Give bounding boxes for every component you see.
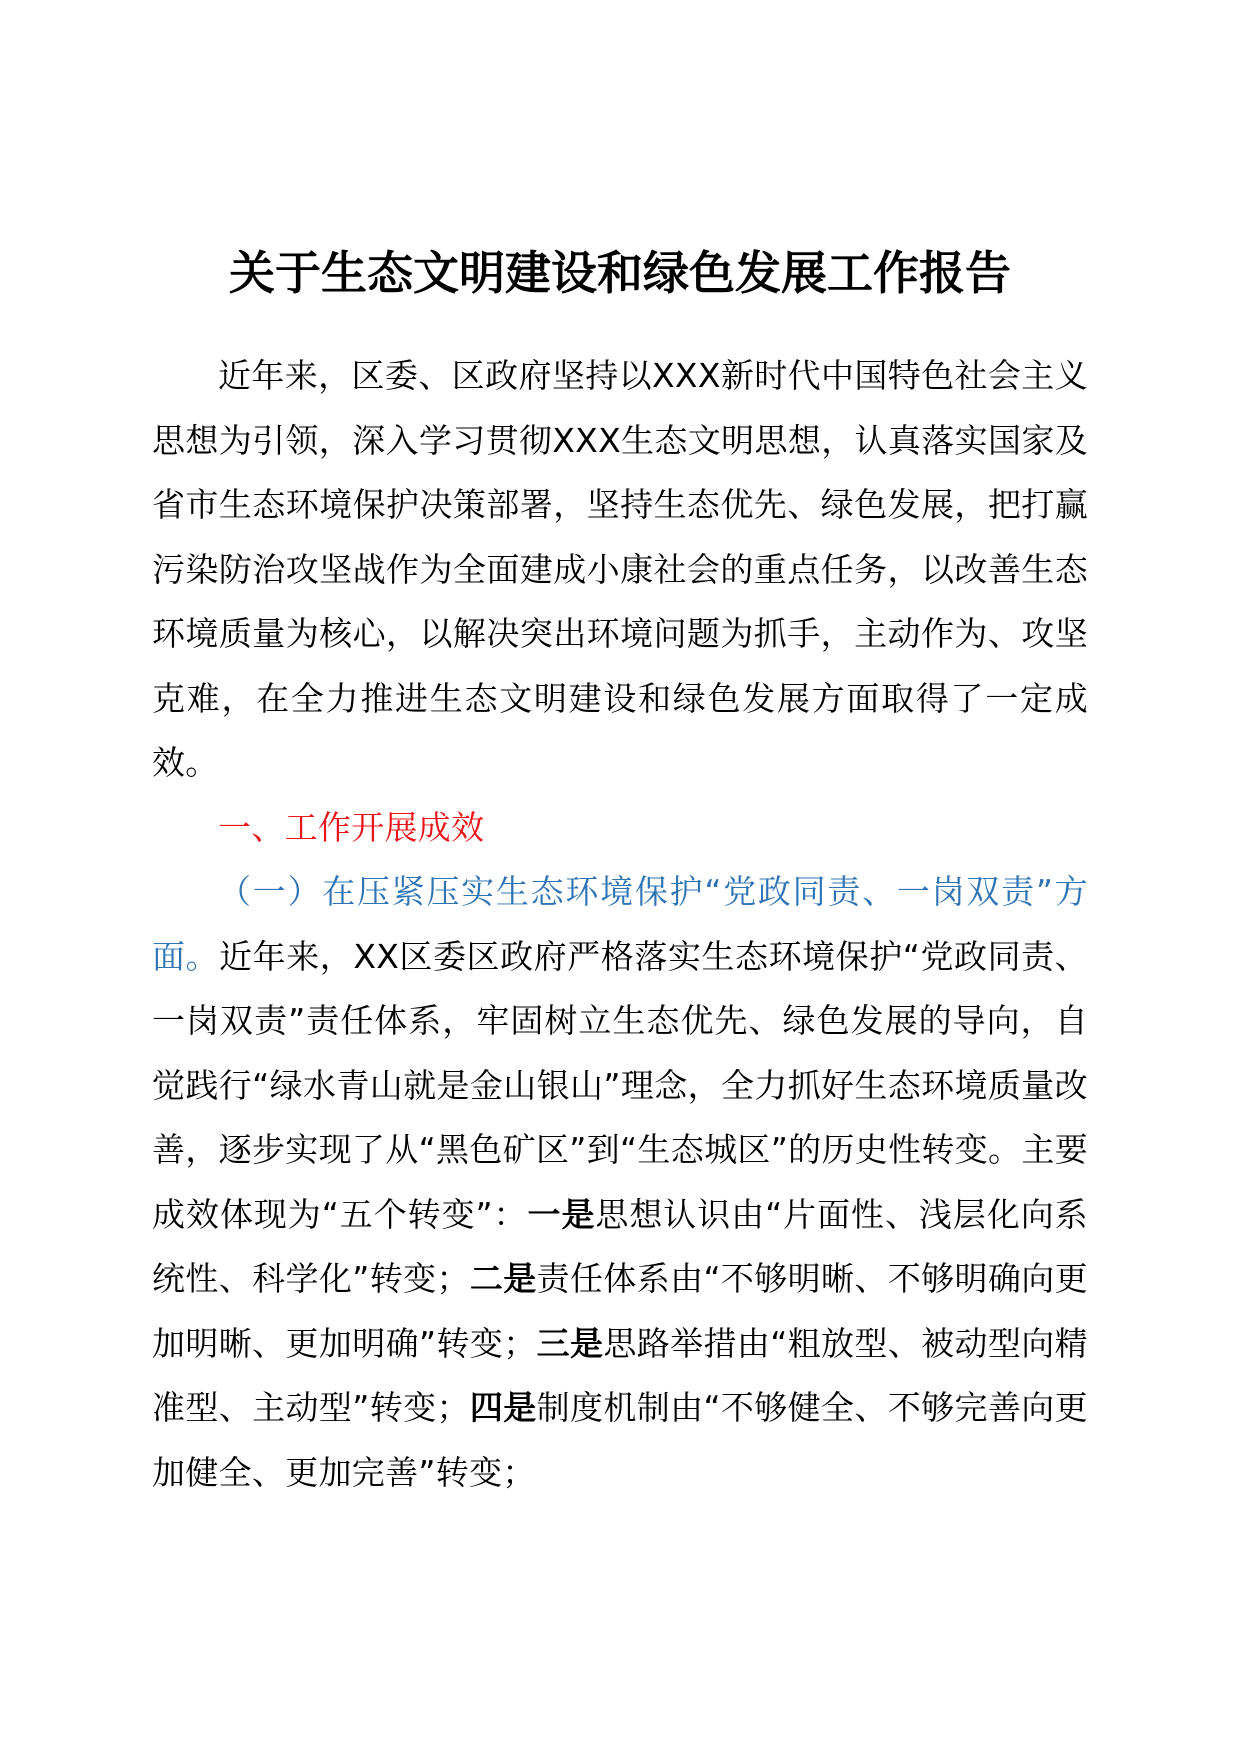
subsection-text-1: 近年来，XX区委区政府严格落实生态环境保护“党政同责、一岗双责”责任体系，牢固树立生态优先、绿色发展的导向，自觉践行“绿水青山就是金山银山”理念，全力抓好生态环境质量改善，逐步实现了从“黑色矿区”到“生态城区”的历史性转变。主要成效体现为“五个转变”： <box>152 936 1088 1234</box>
item-text: 责任体系由“不够明晰、不够明确向更加明晰、更加明确”转变； <box>152 1259 1088 1363</box>
item-text: 思路举措由“粗放型、被动型向精准型、主动型”转变； <box>152 1323 1088 1427</box>
intro-paragraph: 近年来，区委、区政府坚持以XXX新时代中国特色社会主义思想为引领，深入学习贯彻XXX生态文明思想，认真落实国家及省市生态环境保护决策部署，坚持生态优先、绿色发展，把打赢污染防治攻坚战作为全面建成小康社会的重点任务，以改善生态环境质量为核心，以解决突出环境问题为抓手，主动作为、攻坚克难，在全力推进生态文明建设和绿色发展方面取得了一定成效。 <box>152 356 1088 782</box>
subsection-heading-1: （一）在压紧压实生态环境保护“党政同责、一岗双责”方面。 <box>152 872 1088 976</box>
item-text: 思想认识由“片面性、浅层化向系统性、科学化”转变； <box>152 1194 1088 1298</box>
item-text: 制度机制由“不够健全、不够完善向更加健全、更加完善”转变； <box>152 1388 1088 1492</box>
document-title: 关于生态文明建设和绿色发展工作报告 <box>229 246 1011 300</box>
item-label: 三是 <box>536 1323 604 1363</box>
item-label: 二是 <box>469 1259 537 1298</box>
section-heading-1: 一、工作开展成效 <box>218 807 485 847</box>
item-label: 四是 <box>469 1388 537 1427</box>
subsection-paragraph-1 <box>152 860 1088 1505</box>
document-body <box>152 344 1088 1505</box>
item-label: 一是 <box>527 1194 596 1234</box>
